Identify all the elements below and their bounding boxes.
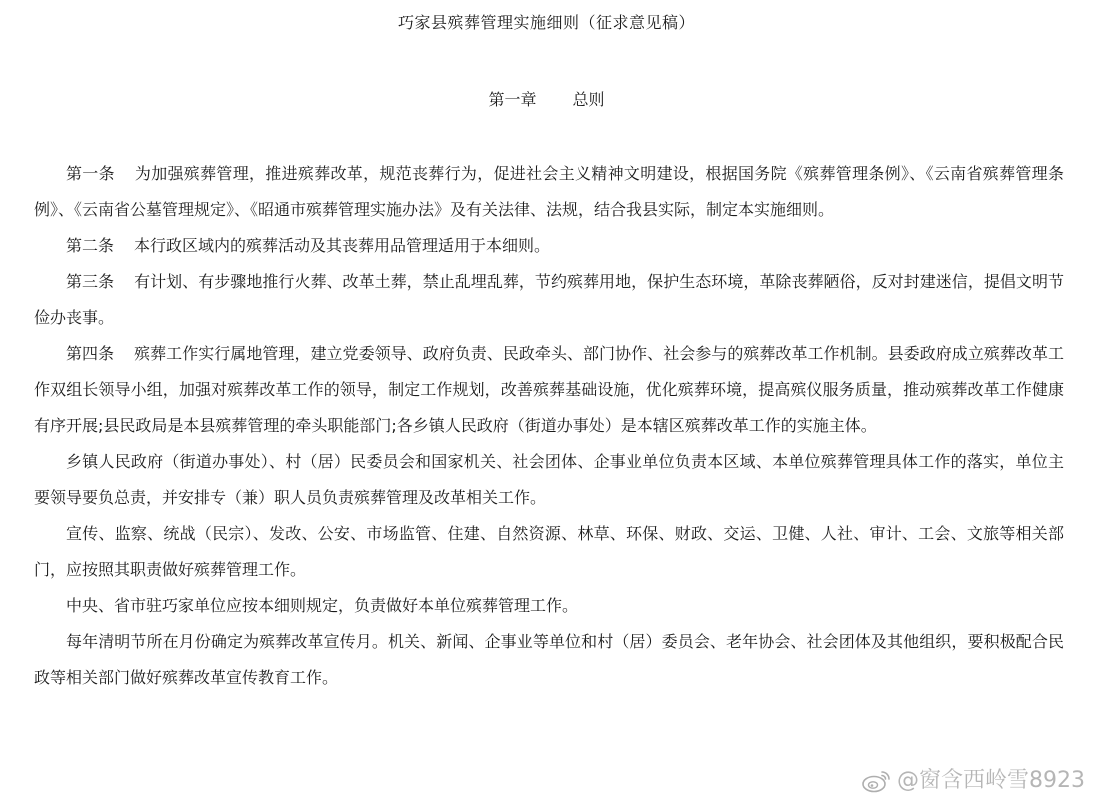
paragraph-central-units	[34, 588, 1064, 624]
chapter-heading	[0, 89, 1093, 111]
article-number: 第三条	[66, 272, 115, 291]
article-number: 第二条	[66, 236, 115, 255]
article-text: 本行政区域内的殡葬活动及其丧葬用品管理适用于本细则。	[134, 236, 551, 255]
paragraph-text: 乡镇人民政府（街道办事处）、村（居）民委员会和国家机关、社会团体、企事业单位负责本区域、本单位殡葬管理具体工作的落实，单位主要领导要负总责，并安排专（兼）职人员负责殡葬管理及改革相关工作。	[34, 452, 1064, 507]
paragraph-text: 每年清明节所在月份确定为殡葬改革宣传月。机关、新闻、企事业等单位和村（居）委员会、老年协会、社会团体及其他组织，要积极配合民政等相关部门做好殡葬改革宣传教育工作。	[34, 632, 1064, 687]
article-text: 有计划、有步骤地推行火葬、改革土葬，禁止乱埋乱葬，节约殡葬用地，保护生态环境，革除丧葬陋俗，反对封建迷信，提倡文明节俭办丧事。	[34, 272, 1064, 327]
paragraph-article-2	[34, 228, 1064, 264]
paragraph-department-duties	[34, 516, 1064, 588]
paragraph-article-4	[34, 336, 1064, 444]
paragraph-publicity-month	[34, 624, 1064, 696]
watermark-text: @窗含西岭雪8923	[897, 768, 1085, 793]
paragraph-article-3	[34, 264, 1064, 336]
paragraph-article-1	[34, 156, 1064, 228]
article-number: 第一条	[66, 164, 115, 183]
document-body	[34, 156, 1064, 696]
article-text: 为加强殡葬管理，推进殡葬改革，规范丧葬行为，促进社会主义精神文明建设，根据国务院《殡葬管理条例》、《云南省殡葬管理条例》、《云南省公墓管理规定》、《昭通市殡葬管理实施办法》及有关法律、法规，结合我县实际，制定本实施细则。	[34, 164, 1064, 219]
chapter-number: 第一章	[488, 90, 537, 109]
weibo-icon	[861, 769, 891, 793]
paragraph-text: 中央、省市驻巧家单位应按本细则规定，负责做好本单位殡葬管理工作。	[66, 596, 579, 615]
paragraph-text: 宣传、监察、统战（民宗）、发改、公安、市场监管、住建、自然资源、林草、环保、财政、交运、卫健、人社、审计、工会、文旅等相关部门，应按照其职责做好殡葬管理工作。	[34, 524, 1064, 579]
chapter-name: 总则	[572, 90, 605, 109]
weibo-watermark	[861, 768, 1085, 794]
article-text: 殡葬工作实行属地管理，建立党委领导、政府负责、民政牵头、部门协作、社会参与的殡葬改革工作机制。县委政府成立殡葬改革工作双组长领导小组，加强对殡葬改革工作的领导，制定工作规划，改善殡葬基础设施，优化殡葬环境，提高殡仪服务质量，推动殡葬改革工作健康有序开展;县民政局是本县殡葬管理的牵头职能部门;各乡镇人民政府（街道办事处）是本辖区殡葬改革工作的实施主体。	[34, 344, 1064, 435]
document-title: 巧家县殡葬管理实施细则（征求意见稿）	[397, 13, 695, 32]
paragraph-township-duties	[34, 444, 1064, 516]
article-number: 第四条	[66, 344, 115, 363]
